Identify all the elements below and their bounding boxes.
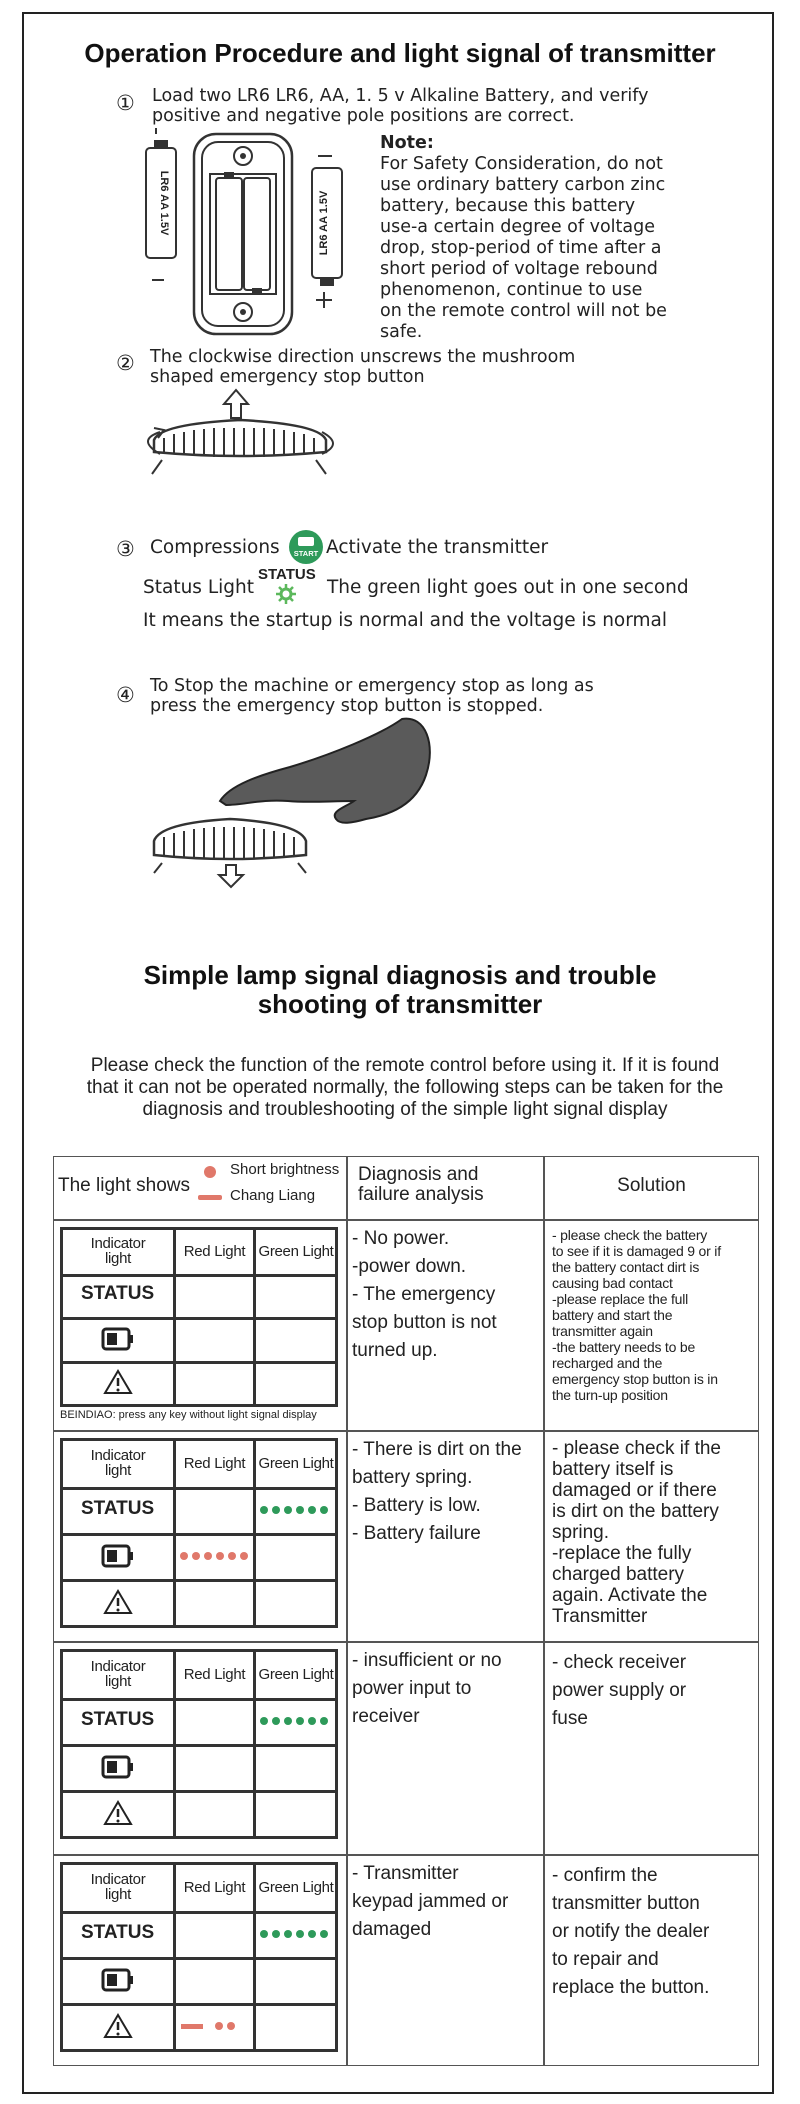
battery-left-icon [146, 128, 176, 280]
note-line: short period of voltage rebound [380, 259, 658, 279]
step4-number: ④ [116, 683, 135, 707]
indicator-light-header: Indicator light [90, 1234, 146, 1267]
note-line: drop, stop-period of time after a [380, 238, 662, 258]
status-label: STATUS [81, 1922, 155, 1943]
battery-right-icon [312, 156, 342, 308]
section2-intro [50, 1055, 760, 1121]
green-light-out-text: The green light goes out in one second [327, 577, 689, 598]
step1-text-line2: positive and negative pole positions are correct. [152, 106, 575, 126]
note-line: use-a certain degree of voltage [380, 217, 655, 237]
status-light-label: Status Light [143, 577, 254, 598]
step2-text-line1: The clockwise direction unscrews the mushroom [150, 347, 576, 367]
intro-line: that it can not be operated normally, the following steps can be taken for the [86, 1077, 724, 1098]
arrow-down-icon [219, 865, 243, 887]
safety-note [380, 133, 700, 343]
indicator-light-header: Indicator light [90, 1871, 146, 1903]
mushroom-button-unscrew-illustration [140, 388, 340, 478]
status-gear-icon [276, 584, 296, 604]
step1-number: ① [116, 91, 135, 115]
green-light-header: Green Light [258, 1242, 334, 1260]
hand-icon [220, 719, 430, 823]
warning-icon [103, 1369, 133, 1395]
note-title: Note: [380, 133, 434, 153]
indicator-light-header: Indicator light [90, 1658, 146, 1690]
warning-icon [103, 1800, 133, 1826]
indicator-table [60, 1862, 338, 2052]
step4-text-line1: To Stop the machine or emergency stop as long as [150, 676, 594, 696]
start-icon-label: START [293, 549, 319, 558]
battery-icon [101, 1968, 135, 1992]
startup-normal-text: It means the startup is normal and the voltage is normal [143, 610, 668, 631]
arrow-up-icon [224, 390, 248, 418]
short-brightness-label: Short brightness [230, 1161, 340, 1178]
status-label: STATUS [81, 1498, 155, 1519]
mushroom-button-icon [154, 420, 326, 456]
step4-text-line2: press the emergency stop button is stopped. [150, 696, 544, 716]
diagnosis-cell: - insufficient or no power input to receiver [352, 1650, 502, 1727]
table-row [54, 1641, 758, 1851]
green-blink-dots [260, 1717, 328, 1725]
note-line: battery, because this battery [380, 196, 636, 216]
red-steady-bar [181, 2024, 203, 2029]
short-brightness-dot-icon [204, 1166, 216, 1178]
red-light-header: Red Light [183, 1455, 246, 1472]
solution-cell: - please check the battery to see if it is damaged 9 or if the battery contact dirt is causing bad contact -please replace the full battery and start the transmitter again -the battery needs to be recharged and the emergency stop button is in the turn-up position [552, 1227, 721, 1403]
warning-icon [103, 1589, 133, 1615]
table-row [54, 1219, 758, 1429]
battery-right-label: LR6 AA 1.5V [318, 190, 330, 256]
battery-icon [101, 1755, 135, 1779]
section2-title-line2: shooting of transmitter [257, 989, 543, 1019]
green-light-header: Green Light [258, 1879, 334, 1896]
header-solution: Solution [617, 1175, 686, 1196]
solution-cell: - please check if the battery itself is damaged or if there is dirt on the battery spring. -replace the fully charged battery again. Activate the Transmitter [552, 1438, 721, 1627]
red-blink-dots [180, 1552, 248, 1560]
battery-compartment-icon [194, 134, 292, 334]
intro-line: Please check the function of the remote control before using it. If it is found [90, 1055, 720, 1076]
table-row [54, 1430, 758, 1640]
chang-liang-bar-icon [198, 1195, 222, 1200]
status-icon-label: STATUS [258, 566, 316, 583]
step2-text-line2: shaped emergency stop button [150, 367, 425, 387]
start-button-icon [288, 529, 324, 565]
solution-cell: - confirm the transmitter button or notify the dealer to repair and replace the button. [552, 1865, 710, 1998]
green-light-header: Green Light [258, 1455, 334, 1472]
note-line: on the remote control will not be [380, 301, 667, 321]
note-line: phenomenon, continue to use [380, 280, 643, 300]
step1-text-line1: Load two LR6 LR6, AA, 1. 5 v Alkaline Battery, and verify [152, 86, 649, 106]
note-line: use ordinary battery carbon zinc [380, 175, 666, 195]
green-light-header: Green Light [258, 1666, 334, 1683]
warning-icon [103, 2013, 133, 2039]
table-row [54, 1854, 758, 2064]
status-label: STATUS [81, 1283, 155, 1305]
step2-number: ② [116, 351, 135, 375]
intro-line: diagnosis and troubleshooting of the simple light signal display [142, 1099, 668, 1120]
step3-compressions: Compressions [150, 537, 280, 558]
red-light-header: Red Light [183, 1879, 246, 1896]
section1-title: Operation Procedure and light signal of transmitter [84, 38, 716, 68]
red-light-header: Red Light [183, 1666, 246, 1683]
diagnosis-cell: - No power. -power down. - The emergency stop button is not turned up. [352, 1228, 497, 1361]
diagnosis-cell: - There is dirt on the battery spring. - Battery is low. - Battery failure [352, 1439, 522, 1544]
battery-icon [101, 1544, 135, 1568]
note-line: For Safety Consideration, do not [380, 154, 663, 174]
header-light-shows: The light shows [58, 1175, 191, 1196]
hand-press-stop-illustration [140, 715, 440, 890]
green-blink-dots [260, 1930, 328, 1938]
step3-activate: Activate the transmitter [326, 537, 549, 558]
section2-title-line1: Simple lamp signal diagnosis and trouble [143, 960, 657, 990]
diagnosis-table [53, 1156, 759, 2066]
step3-number: ③ [116, 537, 135, 561]
battery-icon [101, 1327, 135, 1351]
diagnosis-cell: - Transmitter keypad jammed or damaged [352, 1863, 509, 1940]
solution-cell: - check receiver power supply or fuse [552, 1652, 687, 1729]
indicator-light-header: Indicator light [90, 1447, 146, 1479]
header-diagnosis: Diagnosis and failure analysis [358, 1164, 484, 1205]
red-light-header: Red Light [183, 1242, 246, 1260]
battery-left-label: LR6 AA 1.5V [158, 170, 170, 236]
green-blink-dots [260, 1506, 328, 1514]
status-label: STATUS [81, 1709, 155, 1730]
beindiao-note: BEINDIAO: press any key without light signal display [60, 1409, 317, 1421]
indicator-table [60, 1649, 338, 1839]
indicator-table [60, 1438, 338, 1628]
chang-liang-label: Chang Liang [230, 1187, 316, 1204]
battery-compartment-illustration [140, 128, 380, 338]
indicator-table [60, 1227, 338, 1407]
note-line: safe. [380, 322, 423, 342]
red-blink-dots [215, 2022, 235, 2030]
